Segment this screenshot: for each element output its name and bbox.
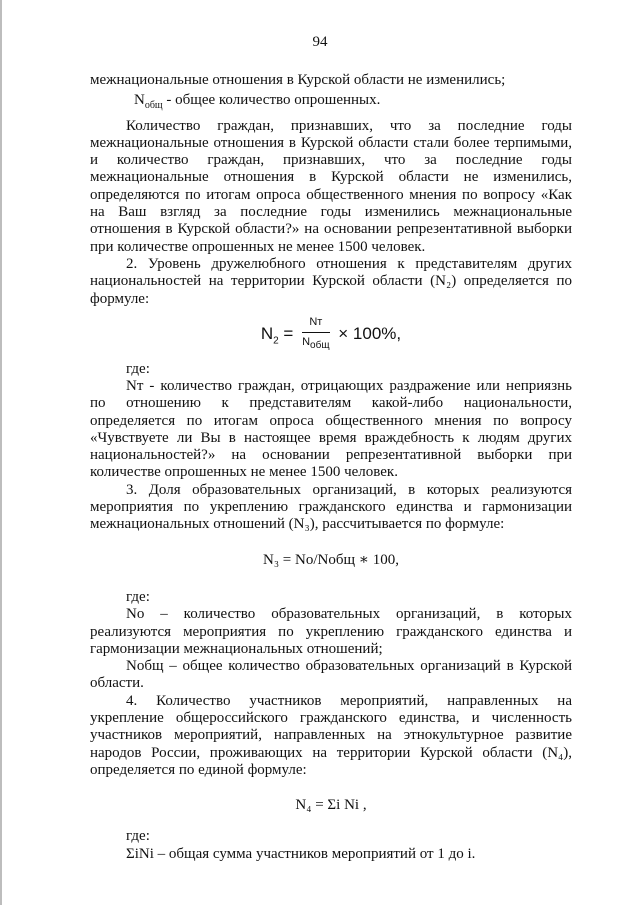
paragraph-7: 4. Количество участников мероприятий, направленных на укрепление общероссийского гражданского единства, и численность участников мероприятий, направленных на этнокультурное развитие народов России, проживающих на территории Курской области (N₄), определяется по единой формуле:	[90, 692, 572, 778]
paragraph-1: Количество граждан, признавших, что за последние годы межнациональные отношения в Курской области стали более терпимыми, и количество граждан, признавших, что за последние годы межнациональные отношения в Курской области не изменились, определяются по итогам опроса общественного мнения по вопросу «Как на Ваш взгляд за последние годы изменились межнациональные отношения в Курской области?» на основании репрезентативной выборки при количестве опрошенных не менее 1500 человек.	[90, 117, 572, 255]
definition-n-obsh	[90, 92, 572, 114]
paragraph-l1: межнациональные отношения в Курской области не изменились;	[90, 72, 506, 88]
page-number: 94	[312, 34, 328, 50]
formula-n2	[90, 314, 572, 355]
paragraph-6: Nобщ – общее количество образовательных организаций в Курской области.	[90, 658, 572, 692]
symbol-sub: общ	[144, 100, 163, 112]
denominator-symbol: N	[302, 336, 311, 349]
formula-fraction	[302, 314, 329, 355]
where-label-3: где:	[126, 828, 150, 845]
paragraph-4: 3. Доля образовательных организаций, в которых реализуются мероприятия по укреплению гражданского единства и гармонизации межнациональных отношений (N₃), рассчитывается по формуле:	[90, 481, 572, 533]
definition-text: - общее количество опрошенных.	[162, 92, 381, 109]
where-label-1: где:	[126, 360, 150, 377]
symbol-n: N	[134, 92, 145, 109]
where-label-2: где:	[126, 588, 150, 605]
denominator-sub: общ	[310, 340, 330, 352]
paragraph-2: 2. Уровень дружелюбного отношения к представителям других национальностей на территории Курской области (N₂) определяется по формуле:	[90, 255, 572, 307]
formula-n3: N₃ = Nо/Nобщ ∗ 100,	[263, 551, 399, 568]
formula-rest: × 100%,	[333, 323, 402, 343]
fraction-denominator	[302, 333, 329, 354]
formula-eq: =	[278, 323, 299, 343]
paragraph-3: Nт - количество граждан, отрицающих раздражение или неприязнь по отношению к представителям какой-либо национальности, определяется по итогам опроса общественного мнения по вопросу «Чувствуете ли Вы в настоящее время враждебность к людям других национальностей?» на основании репрезентативной выборки при количестве опрошенных не менее 1500 человек.	[90, 377, 572, 481]
document-body	[90, 72, 572, 863]
formula-lhs: N	[260, 323, 274, 343]
paragraph-5: Nо – количество образовательных организаций, в которых реализуются мероприятия по укреплению гражданского единства и гармонизации межнациональных отношений;	[90, 606, 572, 657]
formula-n4: N₄ = Σi Ni ,	[295, 797, 367, 814]
page-edge	[0, 0, 2, 905]
formula-lhs-sub: 2	[273, 335, 279, 347]
paragraph-8: ΣiNi – общая сумма участников мероприятий от 1 до i.	[126, 845, 476, 862]
fraction-numerator: Nт	[302, 314, 329, 333]
